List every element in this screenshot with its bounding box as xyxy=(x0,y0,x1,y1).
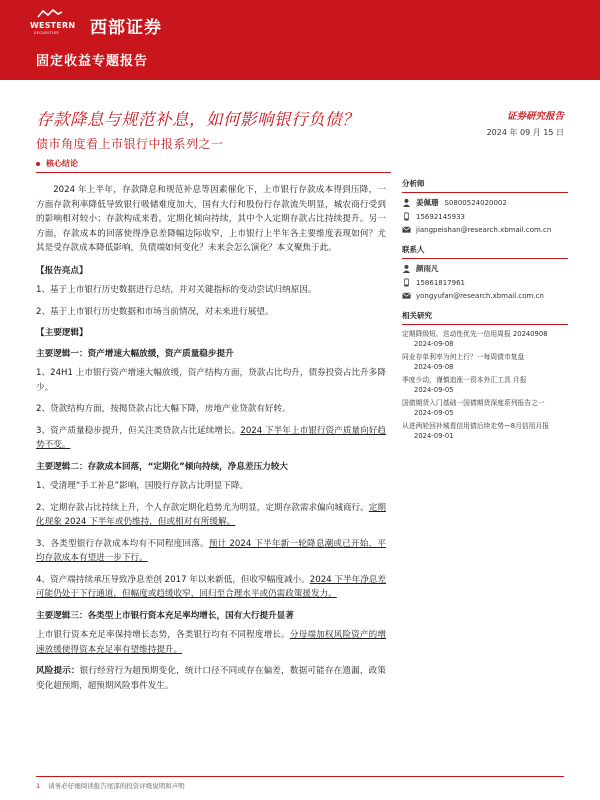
logic1-heading: 主要逻辑一：资产增速大幅放缓，资产质量稳步提升 xyxy=(36,348,234,359)
logo-mark-icon xyxy=(37,9,63,19)
highlight-item: 2、基于上市银行历史数据和市场当前情况，对未来进行展望。 xyxy=(36,306,274,317)
core-conclusion-label: 核心结论 xyxy=(46,159,78,168)
risk-label: 风险提示： xyxy=(36,666,80,676)
footer-divider xyxy=(36,776,564,777)
section-divider xyxy=(36,172,391,173)
logic2-item xyxy=(36,537,386,566)
contact-name: 颜雨凡 xyxy=(416,264,439,273)
main-logic-heading: 【主要逻辑】 xyxy=(36,328,88,338)
logic1-item: 2、贷款结构方面，按揭贷款占比大幅下降，房地产业贷款有好转。 xyxy=(36,404,291,414)
risk-text: 银行经营行为超预期变化，统计口径不同或存在偏差，数据可能存在遗漏，政策变化超预期，超预期风险事件发生。 xyxy=(36,666,386,691)
related-report-date: 2024-09-08 xyxy=(414,340,454,348)
report-header-banner xyxy=(0,0,600,80)
email-icon xyxy=(402,225,411,234)
related-report-date: 2024-09-01 xyxy=(414,432,454,440)
logic2-item2-underline: 定期化现象 2024 下半年或仍维持，但或相对有所缓解。 xyxy=(36,502,386,527)
analyst-license: S0800524020002 xyxy=(444,198,507,207)
related-report-item[interactable] xyxy=(402,375,568,395)
related-report-title[interactable]: 国债期货入门基础一国债期货深度系列报告之一 xyxy=(402,399,545,407)
logic2-item xyxy=(36,573,386,602)
risk-warning xyxy=(36,664,386,693)
phone-icon xyxy=(402,212,411,221)
logic1-item xyxy=(36,424,386,453)
contact-email[interactable]: yongyufan@research.xbmail.com.cn xyxy=(416,291,544,300)
analyst-heading: 分析师 xyxy=(402,178,568,193)
logic1-item3-text: 3、资产质量稳步提升，但关注类贷款占比延续增长。 xyxy=(36,425,241,436)
contact-phone: 15861817961 xyxy=(416,278,465,287)
logic2-item4-text: 4、资产端持续承压导致净息差创 2017 年以来新低，但收窄幅度减小。 xyxy=(36,574,310,585)
logo-chinese: 西部证券 xyxy=(90,18,162,38)
page-number: 1 xyxy=(36,782,41,790)
report-type-label: 固定收益专题报告 xyxy=(36,54,149,69)
logic2-item3-underline: 预计 2024 下半年新一轮降息潮或已开始，平均存款成本有望进一步下行。 xyxy=(36,538,387,563)
related-report-item[interactable] xyxy=(402,329,568,349)
related-report-item[interactable] xyxy=(402,421,568,441)
analyst-phone-row xyxy=(402,212,568,221)
phone-icon xyxy=(402,278,411,287)
person-icon xyxy=(402,264,411,273)
main-body xyxy=(36,183,386,693)
logo-english: WESTERN xyxy=(30,21,76,30)
logic3-text-underline: 分母端加权风险资产的增速放缓使得资本充足率有望维持提升。 xyxy=(36,630,386,655)
logic2-item4-underline: 2024 下半年净息差可能仍处于下行通道，但幅度或趋缓收窄，回归至合理水平或仍需政策援发力。 xyxy=(36,574,386,599)
research-report-tag: 证券研究报告 xyxy=(506,111,564,122)
contact-heading: 联系人 xyxy=(402,244,568,259)
highlight-item: 1、基于上市银行历史数据进行总结，并对关键指标的变动尝试归纳原因。 xyxy=(36,285,317,295)
page-footer xyxy=(36,781,185,790)
footer-disclaimer: 请务必仔细阅读报告尾部的投资评级说明和声明 xyxy=(48,782,185,790)
report-subtitle: 债市角度看上市银行中报系列之一 xyxy=(36,137,224,151)
related-report-title[interactable]: 同业存单利率为何上行？一每周债市复盘 xyxy=(402,353,525,361)
analyst-email-row xyxy=(402,225,568,234)
related-report-title[interactable]: 定期降级短、迭动性优先一信用周报 xyxy=(402,330,511,338)
related-report-item[interactable] xyxy=(402,398,568,418)
contact-email-row xyxy=(402,291,568,300)
related-report-title[interactable]: 从进两轮回补城看信用债后续走势—8月信用月报 xyxy=(402,422,550,430)
report-date: 2024 年 09 月 15 日 xyxy=(486,128,564,137)
logic2-item2-text: 2、定期存款占比持续上升，个人存款定期化趋势尤为明显，定期存款需求偏向城商行。 xyxy=(36,502,369,513)
logic1-item: 1、24H1 上市银行资产增速大幅放缓，资产结构方面，贷款占比均升，债券投资占比升多降少。 xyxy=(36,368,386,393)
logo-english-sub: SECURITIES xyxy=(34,31,60,35)
logic1-item3-underline: 2024 下半年上市银行资产质量向好趋势不变。 xyxy=(36,425,386,450)
analyst-email[interactable]: jiangpeishan@research.xbmail.com.cn xyxy=(416,225,552,234)
logic3-heading: 主要逻辑三：各类型上市银行资本充足率均增长，国有大行提升显著 xyxy=(36,610,294,621)
related-report-date: 2024-09-05 xyxy=(414,386,454,394)
related-report-title[interactable]: 季度少动，谨慎追涨一资本外汇工具 月报 xyxy=(402,376,527,384)
logic2-item: 1、受清理“手工补息”影响，国股行存款占比明显下降。 xyxy=(36,481,249,491)
logic2-item xyxy=(36,501,386,530)
analyst-phone: 15692145933 xyxy=(416,212,465,221)
highlights-heading: 【报告亮点】 xyxy=(36,265,88,276)
report-title: 存款降息与规范补息，如何影响银行负债？ xyxy=(36,110,359,129)
intro-paragraph: 2024 年上半年，存款降息和规范补息等因素催化下，上市银行存款成本得到压降，一方面存款利率降低导致银行吸储难度加大，国有大行和股份行存款流失明显，城农商行受到的影响相对较小；存款构成来看，定期化倾向持续，其中个人定期存款占比持续提升。另一方面，存款成本的回落使得净息差降幅边际收窄，上市银行上半年各主要维度表现如何？尤其是受存款成本降低影响，负债端如何变化？未来会怎么演化？本文聚焦于此。 xyxy=(36,185,386,253)
analyst-name-row xyxy=(402,197,568,208)
core-conclusion-heading xyxy=(36,158,78,169)
related-report-code: 20240908 xyxy=(512,330,548,338)
contact-name-row xyxy=(402,263,568,274)
logic3-text xyxy=(36,628,386,657)
person-icon xyxy=(402,198,411,207)
logic3-text-plain: 上市银行资本充足率保持增长态势，各类银行均有不同程度增长。 xyxy=(36,630,290,640)
related-heading: 相关研究 xyxy=(402,310,568,325)
bullet-dot-icon xyxy=(36,162,40,166)
analyst-name: 姜佩珊 xyxy=(416,198,439,207)
sidebar xyxy=(402,178,568,444)
logic2-heading: 主要逻辑二：存款成本回落，“定期化”倾向持续，净息差压力较大 xyxy=(36,461,288,472)
logic2-item3-text: 3、各类型银行存款成本均有不同程度回落。 xyxy=(36,538,209,549)
related-report-date: 2024-09-05 xyxy=(414,409,454,417)
contact-phone-row xyxy=(402,278,568,287)
related-report-item[interactable] xyxy=(402,352,568,372)
related-report-date: 2024-09-08 xyxy=(414,363,454,371)
email-icon xyxy=(402,291,411,300)
